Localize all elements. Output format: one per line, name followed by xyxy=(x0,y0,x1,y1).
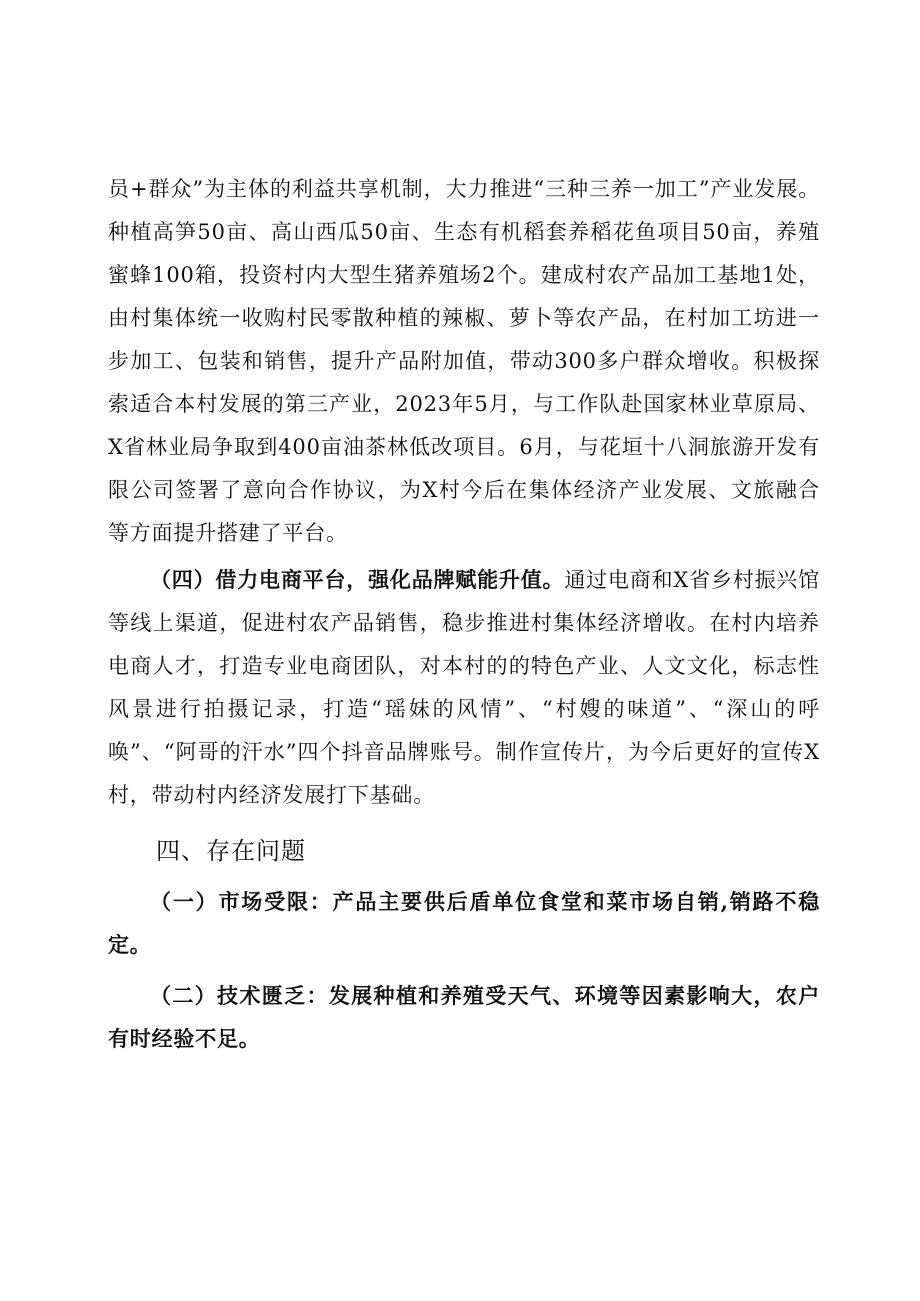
section-heading-problems: 四、存在问题 xyxy=(156,837,306,865)
paragraph-ecommerce xyxy=(108,558,820,817)
issue-technology: （二）技术匮乏：发展种植和养殖受天气、环境等因素影响大，农户有时经验不足。 xyxy=(108,983,820,1051)
paragraph-ecommerce-body: 通过电商和X省乡村振兴馆等线上渠道，促进村农产品销售，稳步推进村集体经济增收。在村内培养电商人才，打造专业电商团队，对本村的的特色产业、人文文化，标志性风景进行拍摄记录，打造“瑶妹的风情”、“村嫂的味道”、“深山的呼唤”、“阿哥的汗水”四个抖音品牌账号。制作宣传片，为今后更好的宣传X村，带动村内经济发展打下基础。 xyxy=(108,568,820,807)
paragraph-industry-development: 员+群众”为主体的利益共享机制，大力推进“三种三养一加工”产业发展。种植高笋50亩、高山西瓜50亩、生态有机稻套养稻花鱼项目50亩，养殖蜜蜂100箱，投资村内大型生猪养殖场2个。建成村农产品加工基地1处，由村集体统一收购村民零散种植的辣椒、萝卜等农产品，在村加工坊进一步加工、包装和销售，提升产品附加值，带动300多户群众增收。积极探索适合本村发展的第三产业，2023年5月，与工作队赴国家林业草原局、X省林业局争取到400亩油茶林低改项目。6月，与花垣十八洞旅游开发有限公司签署了意向合作协议，为X村今后在集体经济产业发展、文旅融合等方面提升搭建了平台。 xyxy=(108,177,821,545)
paragraph-ecommerce-lead: （四）借力电商平台，强化品牌赋能升值。 xyxy=(150,567,565,592)
document-body xyxy=(108,168,820,1060)
issue-market: （一）市场受限：产品主要供后盾单位食堂和菜市场自销,销路不稳定。 xyxy=(108,889,820,957)
